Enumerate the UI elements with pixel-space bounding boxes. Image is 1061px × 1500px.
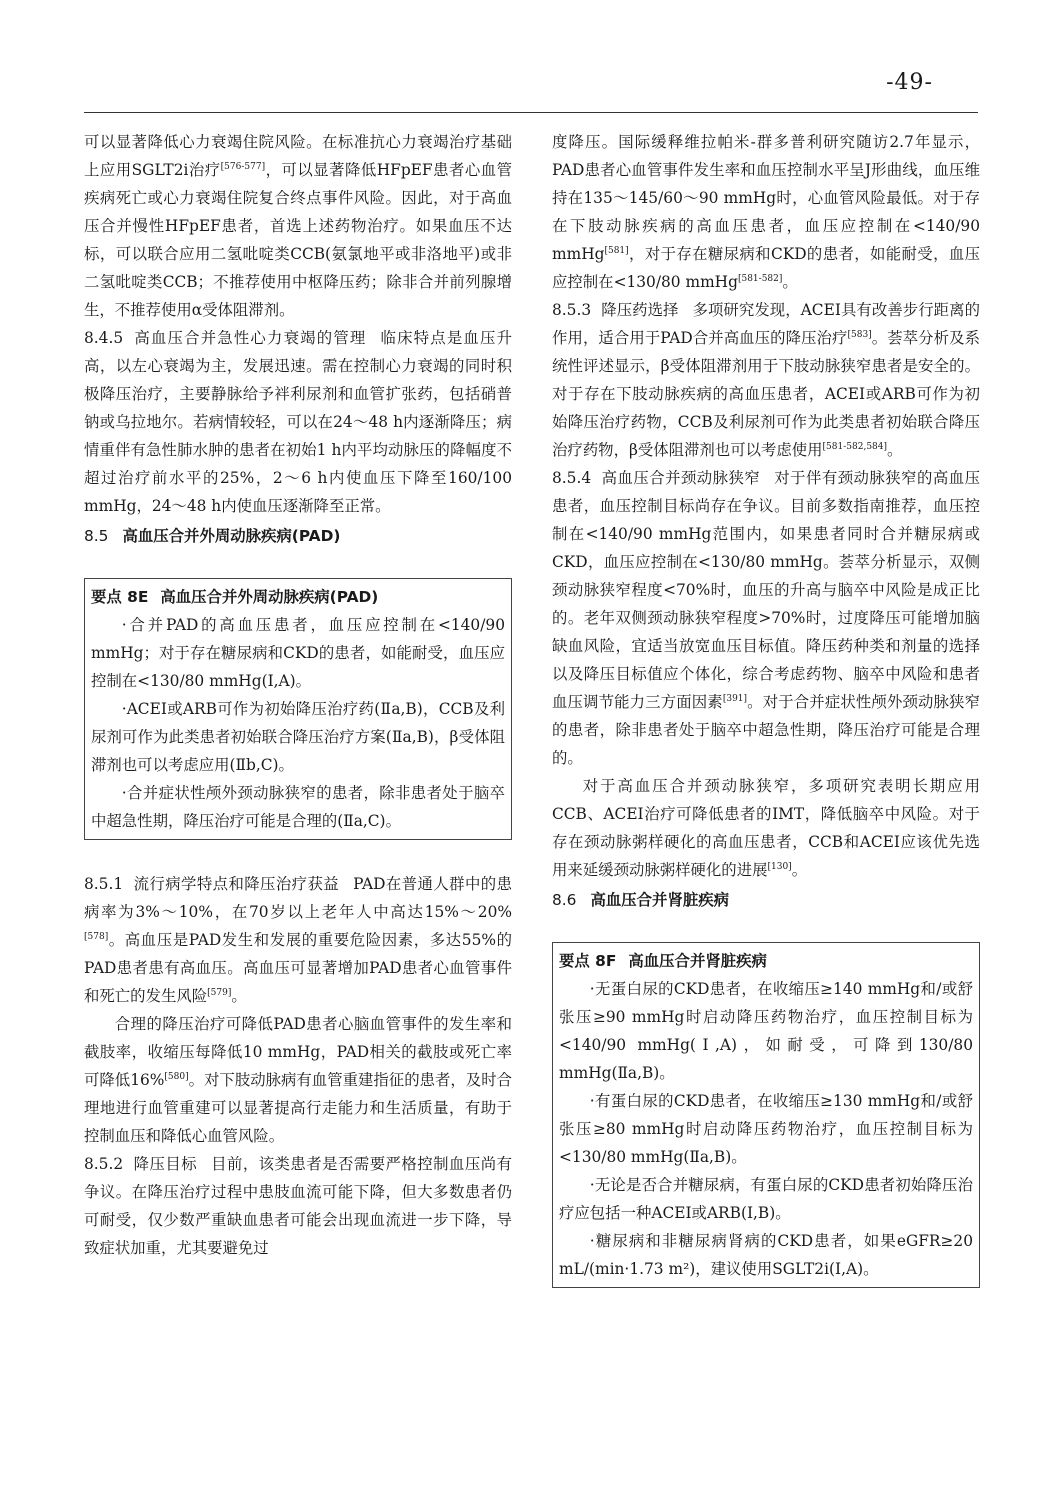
section-8-5-1: 8.5.1 流行病学特点和降压治疗获益 PAD在普通人群中的患病率为3%～10%，在70岁以上老年人中高达15%～20%[578]。高血压是PAD发生和发展的重要危险因素，多达55%的PAD患者患有高血压。高血压可显著增加PAD患者心血管事件和死亡的发生风险[579]。 <box>84 875 512 1005</box>
section-heading-8-6: 8.6 高血压合并肾脏疾病 <box>552 891 730 909</box>
citation[interactable]: [580] <box>164 1071 189 1082</box>
header-rule <box>84 112 978 113</box>
subsection-title: 高血压合并急性心力衰竭的管理 <box>133 329 367 347</box>
key-points-box-8f <box>552 942 980 1288</box>
box-item: ·合并症状性颅外颈动脉狭窄的患者，除非患者处于脑卒中超急性期，降压治疗可能是合理的(Ⅱa,C)。 <box>91 784 505 830</box>
citation[interactable]: [581-582,584] <box>822 441 888 452</box>
box-title: 要点 8E 高血压合并外周动脉疾病(PAD) <box>91 588 379 606</box>
key-points-box-8e <box>84 578 512 840</box>
citation[interactable]: [579] <box>207 987 232 998</box>
section-number: 8.5.4 <box>552 469 592 487</box>
subsection-title: 高血压合并颈动脉狭窄 <box>601 469 761 487</box>
paragraph: 度降压。国际缓释维拉帕米-群多普利研究随访2.7年显示，PAD患者心血管事件发生率和血压控制水平呈J形曲线，血压维持在135～145/60～90 mmHg时，心血管风险最低。对于存在下肢动脉疾病的高血压患者，血压应控制在<140/90 mmHg[581]，对于存在糖尿病和CKD的患者，如能耐受，血压应控制在<130/80 mmHg[581-582]。 <box>552 133 980 291</box>
section-8-4-5: 8.4.5 高血压合并急性心力衰竭的管理 临床特点是血压升高，以左心衰竭为主，发展迅速。需在控制心力衰竭的同时积极降压治疗，主要静脉给予袢利尿剂和血管扩张药，包括硝普钠或乌拉地尔。若病情较轻，可以在24～48 h内逐渐降压；病情重伴有急性肺水肿的患者在初始1 h内平均动脉压的降幅度不超过治疗前水平的25%，2～6 h内使血压下降至160/100 mmHg，24～48 h内使血压逐渐降至正常。 <box>84 329 512 515</box>
section-number: 8.4.5 <box>84 329 124 347</box>
section-8-5-3: 8.5.3 降压药选择 多项研究发现，ACEI具有改善步行距离的作用，适合用于PAD合并高血压的降压治疗[583]。荟萃分析及系统性评述显示，β受体阻滞剂用于下肢动脉狭窄患者是安全的。对于存在下肢动脉疾病的高血压患者，ACEI或ARB可作为初始降压治疗药物，CCB及利尿剂可作为此类患者初始联合降压治疗药物，β受体阻滞剂也可以考虑使用[581-582,584]。 <box>552 301 980 459</box>
citation[interactable]: [391] <box>722 693 748 704</box>
section-8-5-4: 8.5.4 高血压合并颈动脉狭窄 对于伴有颈动脉狭窄的高血压患者，血压控制目标尚存在争议。目前多数指南推荐，血压控制在<140/90 mmHg范围内，如果患者同时合并糖尿病或CKD，血压应控制在<130/80 mmHg。荟萃分析显示，双侧颈动脉狭窄程度<70%时，血压的升高与脑卒中风险是成正比的。老年双侧颈动脉狭窄程度>70%时，过度降压可能增加脑缺血风险，宜适当放宽血压目标值。降压药种类和剂量的选择以及降压目标值应个体化，综合考虑药物、脑卒中风险和患者血压调节能力三方面因素[391]。对于合并症状性颅外颈动脉狭窄的患者，除非患者处于脑卒中超急性期，降压治疗可能是合理的。 <box>552 469 980 767</box>
page-number: -49- <box>886 70 933 95</box>
paragraph: 可以显著降低心力衰竭住院风险。在标准抗心力衰竭治疗基础上应用SGLT2i治疗[576-577]，可以显著降低HFpEF患者心血管疾病死亡或心力衰竭住院复合终点事件风险。因此，对于高血压合并慢性HFpEF患者，首选上述药物治疗。如果血压不达标，可以联合应用二氢吡啶类CCB(氨氯地平或非洛地平)或非二氢吡啶类CCB；不推荐使用中枢降压药；除非合并前列腺增生，不推荐使用α受体阻滞剂。 <box>84 133 512 319</box>
box-item: ·无蛋白尿的CKD患者，在收缩压≥140 mmHg和/或舒张压≥90 mmHg时启动降压药物治疗，血压控制目标为<140/90 mmHg(Ⅰ,A)，如耐受，可降到130/80 mmHg(Ⅱa,B)。 <box>559 980 973 1082</box>
box-item: ·糖尿病和非糖尿病肾病的CKD患者，如果eGFR≥20 mL/(min·1.73 m²)，建议使用SGLT2i(Ⅰ,A)。 <box>559 1232 973 1278</box>
subsection-title: 降压目标 <box>133 1155 198 1173</box>
citation[interactable]: [581] <box>604 245 629 256</box>
citation[interactable]: [576-577] <box>220 161 266 172</box>
box-item: ·合并PAD的高血压患者，血压应控制在<140/90 mmHg；对于存在糖尿病和CKD的患者，如能耐受，血压应控制在<130/80 mmHg(Ⅰ,A)。 <box>91 616 505 690</box>
citation[interactable]: [581-582] <box>737 273 783 284</box>
box-title: 要点 8F 高血压合并肾脏疾病 <box>559 952 767 970</box>
section-heading-8-5: 8.5 高血压合并外周动脉疾病(PAD) <box>84 527 341 545</box>
section-number: 8.5.1 <box>84 875 124 893</box>
box-item: ·有蛋白尿的CKD患者，在收缩压≥130 mmHg和/或舒张压≥80 mmHg时启动降压药物治疗，血压控制目标为<130/80 mmHg(Ⅱa,B)。 <box>559 1092 973 1166</box>
left-column <box>84 128 512 1262</box>
right-column <box>552 128 980 1318</box>
citation[interactable]: [130] <box>767 861 792 872</box>
subsection-title: 流行病学特点和降压治疗获益 <box>133 875 340 893</box>
section-number: 8.5.2 <box>84 1155 124 1173</box>
section-number: 8.5.3 <box>552 301 592 319</box>
citation[interactable]: [583] <box>847 329 872 340</box>
section-8-5-2: 8.5.2 降压目标 目前，该类患者是否需要严格控制血压尚有争议。在降压治疗过程中患肢血流可能下降，但大多数患者仍可耐受，仅少数严重缺血患者可能会出现血流进一步下降，导致症状加重，尤其要避免过 <box>84 1155 512 1257</box>
citation[interactable]: [578] <box>84 931 109 942</box>
paragraph: 合理的降压治疗可降低PAD患者心脑血管事件的发生率和截肢率，收缩压每降低10 mmHg，PAD相关的截肢或死亡率可降低16%[580]。对下肢动脉病有血管重建指征的患者，及时合理地进行血管重建可以显著提高行走能力和生活质量，有助于控制血压和降低心血管风险。 <box>84 1015 512 1145</box>
subsection-title: 降压药选择 <box>601 301 679 319</box>
box-item: ·无论是否合并糖尿病，有蛋白尿的CKD患者初始降压治疗应包括一种ACEI或ARB(Ⅰ,B)。 <box>559 1176 973 1222</box>
box-item: ·ACEI或ARB可作为初始降压治疗药(Ⅱa,B)，CCB及利尿剂可作为此类患者初始联合降压治疗方案(Ⅱa,B)，β受体阻滞剂也可以考虑应用(Ⅱb,C)。 <box>91 700 505 774</box>
paragraph: 对于高血压合并颈动脉狭窄，多项研究表明长期应用CCB、ACEI治疗可降低患者的IMT，降低脑卒中风险。对于存在颈动脉粥样硬化的高血压患者，CCB和ACEI应该优先选用来延缓颈动脉粥样硬化的进展[130]。 <box>552 777 980 879</box>
